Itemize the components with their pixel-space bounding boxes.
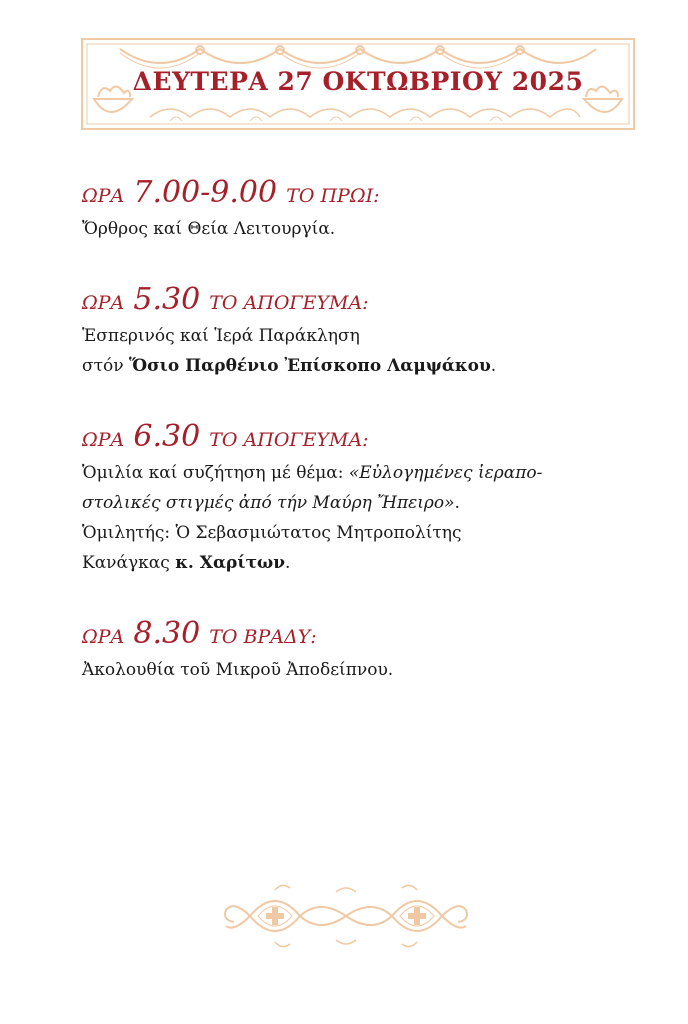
time-value: 8.30 [133, 616, 201, 651]
event-description-line [82, 321, 642, 351]
event-afternoon-talk [82, 416, 642, 578]
event-evening [82, 613, 642, 685]
cross-ornament-icon [220, 880, 472, 952]
talk-topic: στολικές στιγμές ἀπό τήν Μαύρη Ἤπειρο» [82, 493, 455, 513]
text-segment: Ὄρθρος καί Θεία Λειτουργία. [82, 219, 336, 239]
time-label: ΩΡΑ [82, 626, 125, 648]
page-title: ΔΕΥΤΕΡΑ 27 ΟΚΤΩΒΡΙΟΥ 2025 [132, 67, 584, 96]
event-description-line [82, 548, 642, 578]
time-value: 5.30 [133, 282, 201, 317]
text-segment: Κανάγκας [82, 553, 176, 573]
event-time-heading [82, 613, 642, 655]
text-segment: Ἑσπερινός καί Ἱερά Παράκληση [82, 326, 360, 346]
event-time-heading [82, 279, 642, 321]
time-label: ΩΡΑ [82, 185, 125, 207]
text-segment: στόν [82, 356, 129, 376]
time-label: ΩΡΑ [82, 292, 125, 314]
text-segment: . [490, 356, 497, 376]
time-label: ΩΡΑ [82, 429, 125, 451]
text-segment: Ἀκολουθία τοῦ Μικροῦ Ἀποδείπνου. [82, 660, 394, 680]
time-value: 6.30 [133, 419, 201, 454]
event-afternoon-vespers [82, 279, 642, 381]
event-description-line [82, 351, 642, 381]
time-value: 7.00-9.00 [133, 175, 278, 210]
footer-ornament [220, 880, 472, 952]
text-segment: Ὁμιλία καί συζήτηση μέ θέμα: [82, 463, 349, 483]
saint-name: Ὅσιο Παρθένιο Ἐπίσκοπο Λαμψάκου [128, 356, 491, 376]
time-suffix: ΤΟ ΒΡΑΔΥ: [209, 626, 317, 648]
event-time-heading [82, 172, 642, 214]
event-description-line [82, 458, 642, 488]
speaker-name: κ. Χαρίτων [175, 553, 285, 573]
event-time-heading [82, 416, 642, 458]
event-description-line [82, 214, 642, 244]
header-banner [80, 37, 636, 131]
event-description-line [82, 655, 642, 685]
text-segment: Ὁμιλητής: Ὁ Σεβασμιώτατος Μητροπολίτης [82, 523, 462, 543]
event-description-line [82, 488, 642, 518]
event-description-line [82, 518, 642, 548]
talk-topic: «Εὐλογημένες ἱεραπο- [348, 463, 543, 483]
text-segment: . [454, 493, 460, 513]
event-morning [82, 172, 642, 244]
time-suffix: ΤΟ ΑΠΟΓΕΥΜΑ: [209, 292, 369, 314]
text-segment: . [285, 553, 291, 573]
time-suffix: ΤΟ ΑΠΟΓΕΥΜΑ: [209, 429, 369, 451]
time-suffix: ΤΟ ΠΡΩΙ: [286, 185, 380, 207]
event-program [82, 172, 642, 720]
